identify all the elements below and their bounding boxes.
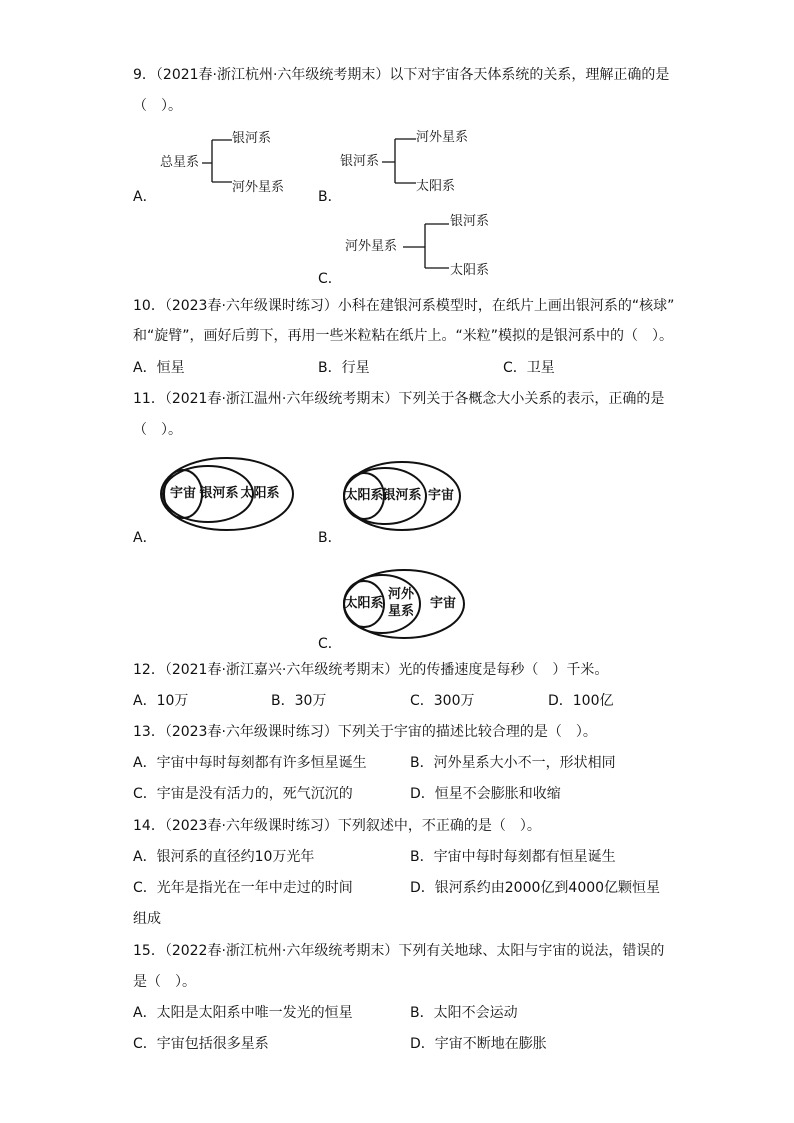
q11-stem-line1: 11．（2021春·浙江温州·六年级统考期末）下列关于各概念大小关系的表示，正确的是: [133, 391, 665, 407]
q11-option-b-letter: B．: [318, 530, 342, 546]
q11c-middle-label-line2: 星系: [387, 604, 414, 619]
q13-option-d[interactable]: D．恒星不会膨胀和收缩: [410, 786, 561, 802]
q9-option-b-letter: B．: [318, 189, 342, 205]
q12-stem: 12．（2021春·浙江嘉兴·六年级统考期末）光的传播速度是每秒（ ）千米。: [133, 662, 609, 678]
q9b-top-label: 河外星系: [416, 130, 469, 145]
q9-stem-line1: 9．（2021春·浙江杭州·六年级统考期末）以下对宇宙各天体系统的关系，理解正确的是: [133, 67, 670, 83]
q9a-top-label: 银河系: [232, 131, 272, 146]
q11c-middle-label-line1: 河外: [387, 587, 414, 602]
q9a-bottom-label: 河外星系: [232, 180, 285, 195]
q11a-inner-label: 宇宙: [169, 486, 196, 501]
q9a-brace-icon: [200, 136, 234, 186]
q11-option-c-letter: C．: [318, 636, 342, 652]
q11b-middle-label: 银河系: [382, 488, 422, 503]
q9b-root-label: 银河系: [340, 154, 380, 169]
q10-option-b[interactable]: B．行星: [318, 360, 370, 376]
q14-option-d[interactable]: D．银河系约由2000亿到4000亿颗恒星: [410, 880, 661, 896]
q12-option-c[interactable]: C．300万: [410, 693, 475, 709]
q15-stem-line2: 是（ ）。: [133, 974, 196, 990]
q9a-root-label: 总星系: [160, 155, 200, 170]
q11c-inner-label: 太阳系: [344, 596, 384, 611]
q11a-middle-label: 银河系: [199, 486, 239, 501]
q13-option-c[interactable]: C．宇宙是没有活力的，死气沉沉的: [133, 786, 353, 802]
q15-option-c[interactable]: C．宇宙包括很多星系: [133, 1036, 269, 1052]
q9c-bottom-label: 太阳系: [450, 263, 490, 278]
q14-option-b[interactable]: B．宇宙中每时每刻都有恒星诞生: [410, 849, 616, 865]
q9c-root-label: 河外星系: [345, 239, 398, 254]
q14-stem: 14．（2023春·六年级课时练习）下列叙述中，不正确的是（ ）。: [133, 818, 541, 834]
q9c-brace-icon: [401, 218, 453, 274]
q9-option-c-letter: C．: [318, 271, 342, 287]
q11a-outer-label: 太阳系: [240, 486, 280, 501]
q9c-top-label: 银河系: [450, 214, 490, 229]
q15-option-a[interactable]: A．太阳是太阳系中唯一发光的恒星: [133, 1005, 353, 1021]
q9b-bottom-label: 太阳系: [416, 179, 456, 194]
q10-option-c[interactable]: C．卫星: [503, 360, 555, 376]
q10-option-a[interactable]: A．恒星: [133, 360, 185, 376]
q11b-outer-label: 宇宙: [427, 488, 454, 503]
q14-option-a[interactable]: A．银河系的直径约10万光年: [133, 849, 315, 865]
q11b-inner-label: 太阳系: [344, 488, 384, 503]
q10-stem-line2: 和“旋臂”，画好后剪下，再用一些米粒粘在纸片上。“米粒”模拟的是银河系中的（ ）。: [133, 328, 674, 344]
q13-option-a[interactable]: A．宇宙中每时每刻都有许多恒星诞生: [133, 755, 367, 771]
q13-option-b[interactable]: B．河外星系大小不一，形状相同: [410, 755, 616, 771]
q12-option-a[interactable]: A．10万: [133, 693, 189, 709]
q10-stem-line1: 10．（2023春·六年级课时练习）小科在建银河系模型时，在纸片上画出银河系的“核球”: [133, 298, 675, 314]
q14-option-d-continued: 组成: [133, 911, 161, 927]
q15-option-d[interactable]: D．宇宙不断地在膨胀: [410, 1036, 547, 1052]
q15-option-b[interactable]: B．太阳不会运动: [410, 1005, 518, 1021]
q9b-brace-icon: [380, 135, 420, 187]
q9-stem-line2: （ ）。: [133, 98, 182, 114]
q9-option-a-letter: A．: [133, 189, 157, 205]
q13-stem: 13．（2023春·六年级课时练习）下列关于宇宙的描述比较合理的是（ ）。: [133, 724, 597, 740]
q11c-outer-label: 宇宙: [429, 596, 456, 611]
q11-stem-line2: （ ）。: [133, 422, 182, 438]
q14-option-c[interactable]: C．光年是指光在一年中走过的时间: [133, 880, 353, 896]
q12-option-d[interactable]: D．100亿: [548, 693, 614, 709]
q11-option-a-letter: A．: [133, 530, 157, 546]
q15-stem-line1: 15．（2022春·浙江杭州·六年级统考期末）下列有关地球、太阳与宇宙的说法，错误的: [133, 943, 665, 959]
q12-option-b[interactable]: B．30万: [271, 693, 327, 709]
